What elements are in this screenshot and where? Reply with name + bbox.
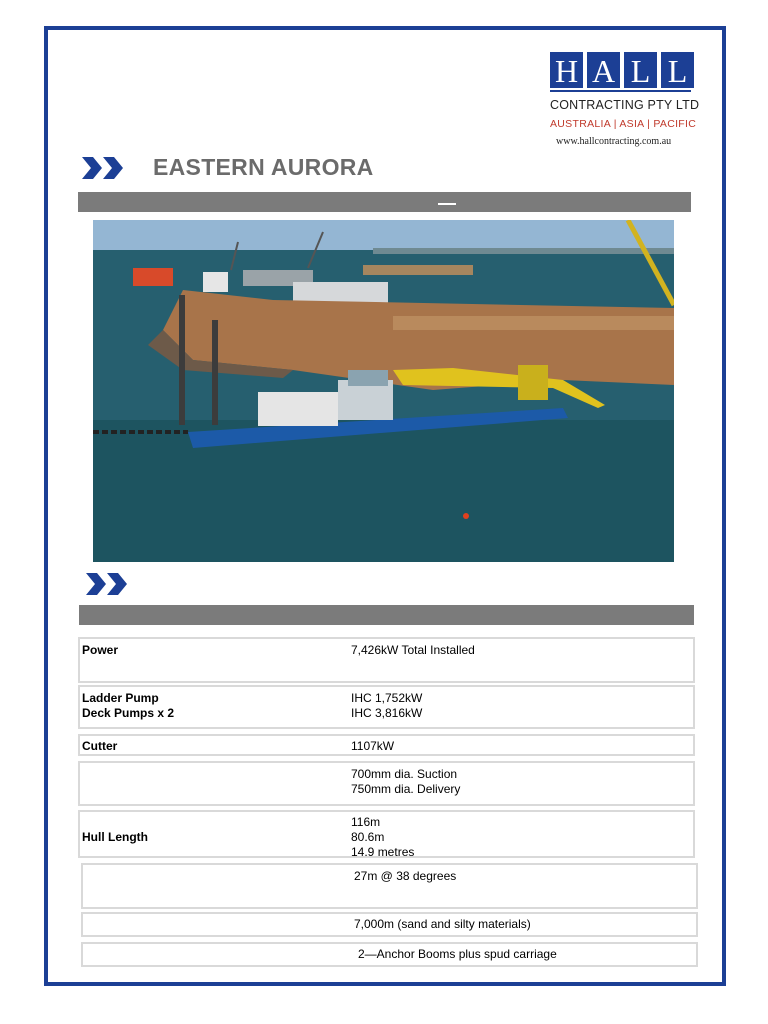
company-logo <box>542 46 702 156</box>
spec-value: IHC 1,752kW <box>351 691 423 705</box>
logo-letter: L <box>624 52 657 88</box>
spec-value: 2—Anchor Booms plus spud carriage <box>358 947 557 961</box>
spec-row-pipe-diameter <box>78 761 695 806</box>
spec-label: Cutter <box>82 739 118 753</box>
spec-value: IHC 3,816kW <box>351 706 423 720</box>
spec-value: 1107kW <box>351 739 395 753</box>
spec-row-hull <box>78 810 695 858</box>
spec-value: 750mm dia. Delivery <box>351 782 461 796</box>
logo-letter: A <box>587 52 620 88</box>
spec-value: 27m @ 38 degrees <box>354 869 457 883</box>
logo-letter: H <box>550 52 583 88</box>
specs-section-bar <box>79 605 694 625</box>
dredge-photo <box>93 220 674 562</box>
logo-wordmark <box>550 52 694 88</box>
spec-label: Deck Pumps x 2 <box>82 706 175 720</box>
section-bar-dash <box>438 203 456 205</box>
spec-row-cutter <box>78 734 695 756</box>
logo-letter: L <box>661 52 694 88</box>
spec-label: Power <box>82 643 119 657</box>
spec-value: 116m <box>351 815 381 829</box>
spec-label: Ladder Pump <box>82 691 159 705</box>
logo-rule <box>550 90 691 92</box>
chevron-arrows-icon <box>82 157 123 179</box>
spec-row-power <box>78 637 695 683</box>
spec-row-dredge-depth <box>81 863 698 909</box>
spec-label: Hull Length <box>82 830 148 844</box>
chevron-arrows-icon <box>86 573 127 595</box>
spec-row-pumping-distance <box>81 912 698 937</box>
spec-value: 700mm dia. Suction <box>351 767 458 781</box>
spec-value: 7,000m (sand and silty materials) <box>354 917 531 931</box>
section-bar <box>78 192 691 212</box>
logo-regions: AUSTRALIA | ASIA | PACIFIC <box>550 118 697 130</box>
spec-row-anchors <box>81 942 698 967</box>
spec-value: 14.9 metres <box>351 845 415 859</box>
dredge-photo-illustration <box>93 220 674 562</box>
spec-value: 7,426kW Total Installed <box>351 643 475 657</box>
spec-value: 80.6m <box>351 830 385 844</box>
spec-row-pumps <box>78 685 695 729</box>
logo-website: www.hallcontracting.com.au <box>556 136 672 147</box>
page-title: EASTERN AURORA <box>153 154 374 180</box>
logo-company-name: CONTRACTING PTY LTD <box>550 98 700 112</box>
